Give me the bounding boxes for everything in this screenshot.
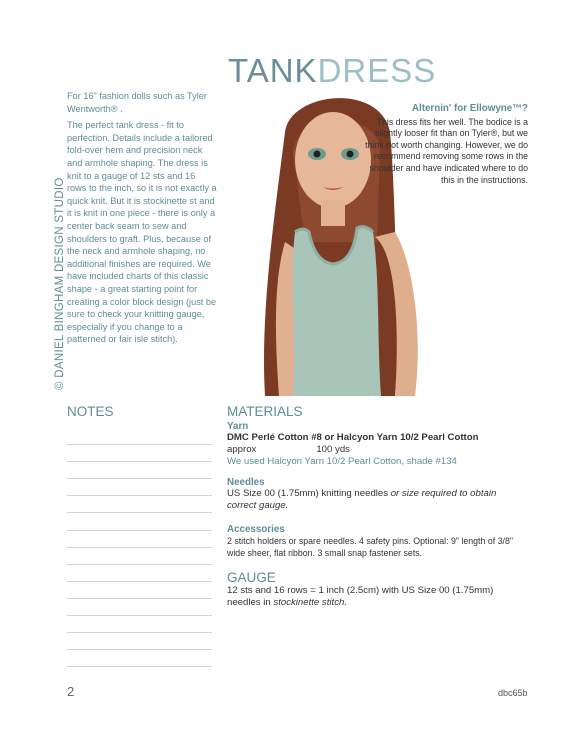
gauge-spec: 12 sts and 16 rows = 1 inch (2.5cm) with US Size 00 (1.75mm) needles in xyxy=(227,585,494,608)
title-tank: TANK xyxy=(228,52,318,89)
notes-line xyxy=(67,565,212,582)
needles-text xyxy=(227,488,527,512)
yarn-section xyxy=(227,421,527,468)
accessories-text: 2 stitch holders or spare needles. 4 safety pins. Optional: 9" length of 3/8" wide sheer, flat ribbon. 3 small snap fastener sets. xyxy=(227,536,513,558)
notes-line xyxy=(67,650,212,667)
gauge-heading: GAUGE xyxy=(227,570,276,585)
notes-line xyxy=(67,548,212,565)
yarn-name: DMC Perlé Cotton #8 or Halcyon Yarn 10/2 Pearl Cotton xyxy=(227,432,479,443)
gauge-stitch: stockinette stitch. xyxy=(273,597,347,608)
side-credit xyxy=(46,90,66,390)
ellowyne-note xyxy=(356,103,528,186)
pattern-code: dbc65b xyxy=(498,688,528,698)
accessories-heading: Accessories xyxy=(227,524,285,535)
page-number: 2 xyxy=(67,684,75,699)
title-dress: DRESS xyxy=(317,52,437,89)
notes-lines xyxy=(67,428,212,667)
notes-line xyxy=(67,428,212,445)
notes-line xyxy=(67,513,212,530)
ellowyne-text: This dress fits her well. The bodice is a slightly looser fit than on Tyler®, but we think not worth changing. However, we do recommend removing some rows in the shoulder and have indicated where to do this in the instructions. xyxy=(365,116,528,185)
needles-heading: Needles xyxy=(227,477,265,488)
intro-doll-size: For 16" fashion dolls such as Tyler Wentworth® . xyxy=(67,91,207,114)
page-title xyxy=(228,52,436,90)
accessories-section xyxy=(227,524,527,559)
gauge-text xyxy=(227,585,527,609)
needles-section xyxy=(227,477,527,512)
notes-line xyxy=(67,599,212,616)
notes-line xyxy=(67,531,212,548)
notes-line xyxy=(67,496,212,513)
gauge-section xyxy=(227,570,527,609)
notes-line xyxy=(67,633,212,650)
materials-heading: MATERIALS xyxy=(227,404,303,419)
yarn-used: We used Halcyon Yarn 10/2 Pearl Cotton, shade #134 xyxy=(227,456,457,467)
side-credit-text: © DANIEL BINGHAM DESIGN STUDIO xyxy=(54,177,66,390)
yarn-amount: 100 yds xyxy=(316,444,350,455)
notes-line xyxy=(67,582,212,599)
notes-line xyxy=(67,462,212,479)
yarn-heading: Yarn xyxy=(227,421,249,432)
needles-gauge-note: or size required to obtain correct gauge. xyxy=(227,488,497,511)
notes-line xyxy=(67,445,212,462)
ellowyne-heading: Alternin' for Ellowyne™? xyxy=(411,103,528,114)
notes-heading: NOTES xyxy=(67,404,114,419)
intro-description: The perfect tank dress - fit to perfection. Details include a tailored fold-over hem and precision neck and armhole shaping. The dress is knit to a gauge of 12 sts and 16 rows to the inch, so it is not exactly a quick knit. But it is stockinette st and it is knit in one piece - there is only a center back seam to sew and shoulders to graft. Plus, because of the neck and armhole shaping, no additional finishes are required. We have included charts of this classic shape - a great starting point for creating a color block design (just be sure to check your knitting gauge, especially if you change to a patterned or fair isle stitch). xyxy=(67,120,217,345)
intro-text xyxy=(67,90,217,350)
needles-size: US Size 00 (1.75mm) knitting needles xyxy=(227,488,391,499)
yarn-approx-row xyxy=(227,444,527,456)
yarn-approx: approx xyxy=(227,444,257,455)
notes-line xyxy=(67,479,212,496)
notes-line xyxy=(67,616,212,633)
